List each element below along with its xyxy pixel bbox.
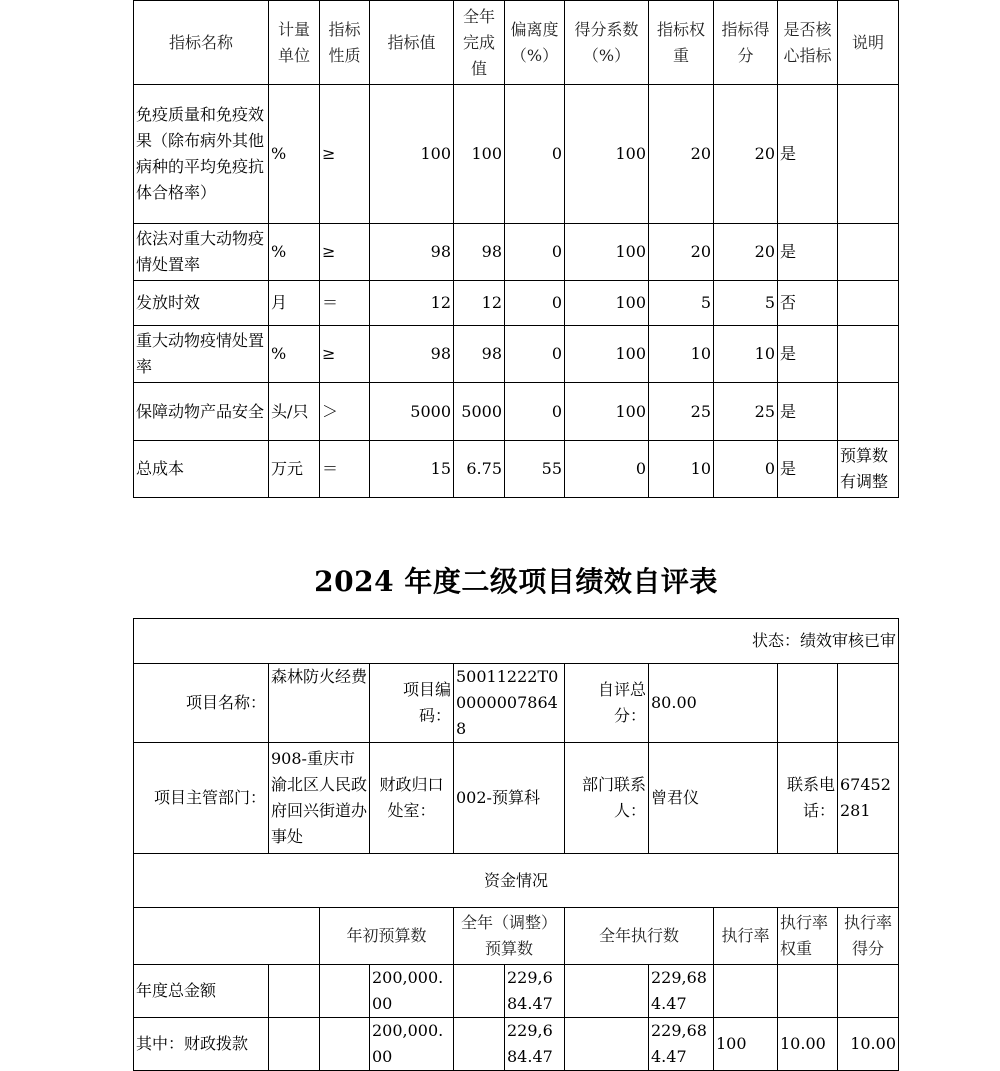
indicator-cell: 25 [714, 383, 778, 441]
indicator-cell: 是 [778, 85, 838, 224]
indicator-cell: 5000 [370, 383, 454, 441]
indicator-cell: 0 [505, 281, 565, 326]
funds-initial: 200,000.00 [370, 965, 454, 1018]
empty-cell [454, 965, 505, 1018]
self-score-value: 80.00 [649, 664, 778, 743]
funds-header-adjusted: 全年（调整）预算数 [454, 908, 565, 965]
indicator-cell: % [269, 85, 320, 224]
indicator-cell: 0 [505, 383, 565, 441]
indicator-cell [838, 224, 899, 281]
indicator-cell [838, 281, 899, 326]
indicator-cell: 100 [454, 85, 505, 224]
indicator-cell: 98 [370, 326, 454, 383]
phone-label: 联系电话： [778, 743, 838, 854]
indicator-cell: 20 [649, 224, 714, 281]
funds-row-label: 年度总金额 [134, 965, 269, 1018]
dept-label: 项目主管部门： [134, 743, 269, 854]
self-score-label: 自评总分： [565, 664, 649, 743]
indicator-cell: ＞ [320, 383, 370, 441]
indicator-row [134, 326, 899, 383]
indicator-cell: 发放时效 [134, 281, 269, 326]
indicator-cell: 0 [505, 224, 565, 281]
indicator-cell: 55 [505, 441, 565, 498]
indicator-cell: 5 [714, 281, 778, 326]
indicator-row [134, 441, 899, 498]
indicator-header-cell: 指标权重 [649, 1, 714, 85]
indicator-cell: 15 [370, 441, 454, 498]
indicator-cell: % [269, 224, 320, 281]
funds-row [134, 1018, 899, 1071]
funds-adjusted: 229,684.47 [505, 1018, 565, 1071]
indicator-row [134, 85, 899, 224]
indicator-cell: 100 [370, 85, 454, 224]
indicator-cell: 98 [370, 224, 454, 281]
indicator-cell: 12 [454, 281, 505, 326]
indicator-cell: 万元 [269, 441, 320, 498]
funds-executed: 229,684.47 [649, 965, 714, 1018]
indicator-cell: 头/只 [269, 383, 320, 441]
indicator-cell: ＝ [320, 441, 370, 498]
indicator-cell: 免疫质量和免疫效果（除布病外其他病种的平均免疫抗体合格率） [134, 85, 269, 224]
indicator-header-cell: 指标名称 [134, 1, 269, 85]
indicator-cell: 是 [778, 441, 838, 498]
indicator-cell: ≥ [320, 224, 370, 281]
indicator-header-cell: 是否核心指标 [778, 1, 838, 85]
indicator-cell: 25 [649, 383, 714, 441]
empty-cell [134, 908, 320, 965]
empty-cell [454, 1018, 505, 1071]
project-code-value: 50011222T000000078648 [454, 664, 565, 743]
indicator-cell: 重大动物疫情处置率 [134, 326, 269, 383]
indicator-row [134, 281, 899, 326]
funds-adjusted: 229,684.47 [505, 965, 565, 1018]
empty-cell [565, 1018, 649, 1071]
empty-cell [778, 664, 838, 743]
indicator-cell: 是 [778, 326, 838, 383]
indicator-header-cell: 全年完成值 [454, 1, 505, 85]
indicator-header-cell: 指标得分 [714, 1, 778, 85]
funds-rate [714, 965, 778, 1018]
indicator-cell: 0 [565, 441, 649, 498]
indicator-cell: 依法对重大动物疫情处置率 [134, 224, 269, 281]
indicator-cell: 10 [649, 441, 714, 498]
indicator-cell: 0 [505, 85, 565, 224]
indicator-cell: 98 [454, 224, 505, 281]
indicator-cell: 6.75 [454, 441, 505, 498]
funds-row [134, 965, 899, 1018]
funds-executed: 229,684.47 [649, 1018, 714, 1071]
indicator-cell: ≥ [320, 326, 370, 383]
indicator-cell: 100 [565, 224, 649, 281]
indicator-cell: 100 [565, 85, 649, 224]
indicator-cell: 是 [778, 224, 838, 281]
empty-cell [269, 965, 320, 1018]
indicator-cell: 100 [565, 281, 649, 326]
indicator-cell [838, 383, 899, 441]
project-code-label: 项目编码： [370, 664, 454, 743]
indicator-cell: 20 [714, 224, 778, 281]
indicator-cell: 月 [269, 281, 320, 326]
indicator-row [134, 383, 899, 441]
indicator-header-cell: 指标值 [370, 1, 454, 85]
funds-header-weight: 执行率权重 [778, 908, 838, 965]
empty-cell [320, 1018, 370, 1071]
indicator-header-cell: 计量单位 [269, 1, 320, 85]
indicator-cell: 100 [565, 326, 649, 383]
finance-office-label: 财政归口处室： [370, 743, 454, 854]
finance-office-value: 002-预算科 [454, 743, 565, 854]
indicator-cell [838, 326, 899, 383]
status-text: 状态：绩效审核已审 [134, 619, 899, 664]
indicator-cell: 预算数有调整 [838, 441, 899, 498]
indicator-cell: 5000 [454, 383, 505, 441]
indicator-header-cell: 指标性质 [320, 1, 370, 85]
indicator-cell: ≥ [320, 85, 370, 224]
funds-header-initial: 年初预算数 [320, 908, 454, 965]
funds-section-title: 资金情况 [134, 854, 899, 908]
empty-cell [320, 965, 370, 1018]
indicator-cell: 20 [649, 85, 714, 224]
funds-rate: 100 [714, 1018, 778, 1071]
funds-row-label: 其中：财政拨款 [134, 1018, 269, 1071]
empty-cell [269, 1018, 320, 1071]
funds-header-executed: 全年执行数 [565, 908, 714, 965]
indicator-cell: ＝ [320, 281, 370, 326]
indicator-cell: 5 [649, 281, 714, 326]
phone-value: 67452281 [838, 743, 899, 854]
indicator-cell: 10 [649, 326, 714, 383]
empty-cell [565, 965, 649, 1018]
page-title: 2024 年度二级项目绩效自评表 [314, 565, 718, 598]
funds-header-rate: 执行率 [714, 908, 778, 965]
indicator-header-cell: 得分系数（%） [565, 1, 649, 85]
funds-initial: 200,000.00 [370, 1018, 454, 1071]
funds-weight: 10.00 [778, 1018, 838, 1071]
indicator-cell: 保障动物产品安全 [134, 383, 269, 441]
indicator-header-row [134, 1, 899, 85]
indicator-header-cell: 偏离度（%） [505, 1, 565, 85]
funds-score [838, 965, 899, 1018]
project-self-evaluation-table [133, 618, 899, 1071]
funds-weight [778, 965, 838, 1018]
indicator-cell [838, 85, 899, 224]
funds-header-score: 执行率得分 [838, 908, 899, 965]
indicator-cell: 20 [714, 85, 778, 224]
project-name-label: 项目名称： [134, 664, 269, 743]
indicator-cell: 总成本 [134, 441, 269, 498]
contact-value: 曾君仪 [649, 743, 778, 854]
indicator-table [133, 0, 899, 498]
funds-score: 10.00 [838, 1018, 899, 1071]
indicator-header-cell: 说明 [838, 1, 899, 85]
indicator-cell: 100 [565, 383, 649, 441]
indicator-cell: 是 [778, 383, 838, 441]
indicator-row [134, 224, 899, 281]
indicator-cell: 0 [505, 326, 565, 383]
project-name-value: 森林防火经费 [269, 664, 370, 743]
empty-cell [838, 664, 899, 743]
indicator-cell: 12 [370, 281, 454, 326]
indicator-cell: 98 [454, 326, 505, 383]
indicator-cell: % [269, 326, 320, 383]
indicator-cell: 否 [778, 281, 838, 326]
indicator-cell: 0 [714, 441, 778, 498]
indicator-cell: 10 [714, 326, 778, 383]
dept-value: 908-重庆市渝北区人民政府回兴街道办事处 [269, 743, 370, 854]
contact-label: 部门联系人： [565, 743, 649, 854]
